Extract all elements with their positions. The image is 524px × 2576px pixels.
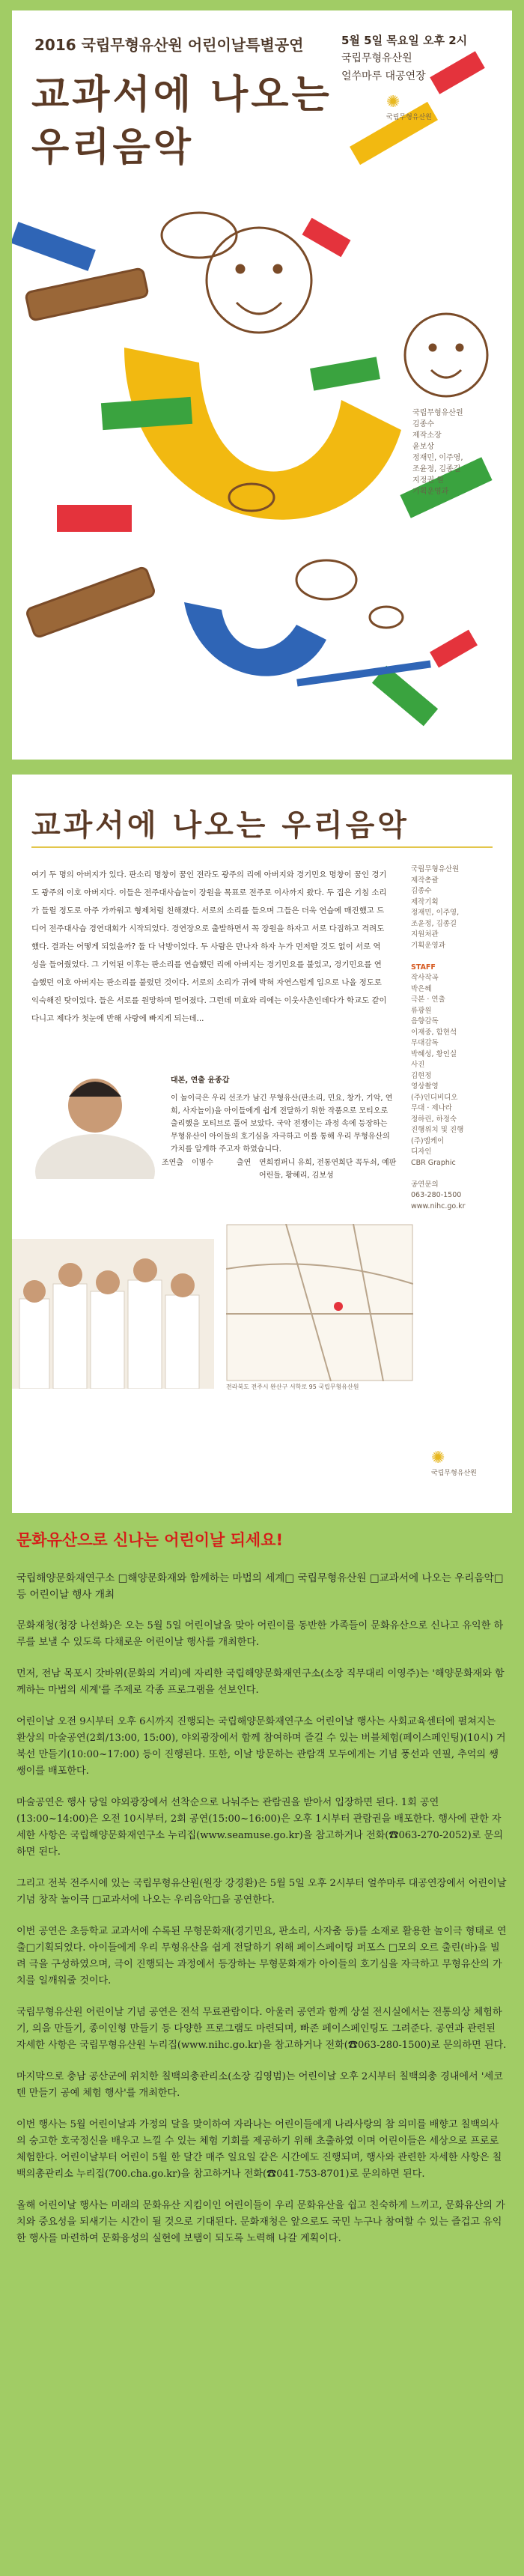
staff-item: 기획운영과 [411, 941, 445, 950]
staff-item: 무대 · 제나라 [411, 1104, 452, 1112]
story-text: 여기 두 명의 아버지가 있다. 판소리 명창이 꿈인 전라도 광주의 리에 아버지와 경기민요 명창이 꿈인 경기도 광주의 이호 아버지다. 이들은 전주대사습놀이 장원을 목표로 전주로 이사까지 왔다. 두 집은 기침 소리가 들릴 정도로 아주 가까워고 형제처럼 친해졌다. 서로의 소리를 들으며 그들은 더욱 연습에 매진했고 드디어 전주대사습 경연대회가 시작되었다. 경연장으로 출발하면서 꼭 장원을 하자고 서로 다짐하고 격려도 했다. 결과는 어떻게 되었을까? 둘 다 낙방이었다. 두 사람은 만나자 하자 누가 먼저랄 것도 없이 서로 역성을 들어줬었다. 그 기억된 이후는 판소리를 연습했던 리에 아버지는 경기민요를 불었고, 경기민요를 연습했던 이호 아버지는 판소리를 불렀던 것이다. 서로의 소리가 귀에 박혀 자연스럽게 입으로 나올 정도로 익숙해진 탓이었다. 들은 서로를 원망하며 멀어졌다. 그런데 미효와 리에는 이웃사촌인데다가 학교도 같이 다니고 제다가 첫눈에 반해 사랑에 빠지게 되는데... [31, 870, 387, 1023]
blue-crescent-shape [184, 602, 326, 676]
logo-icon: ✺ [431, 1449, 445, 1467]
credit-item: 제작소장 [412, 431, 442, 440]
venue-marker [334, 1302, 343, 1311]
credit-item: 조윤정, 김종길 [412, 465, 461, 473]
logo-label: 국립무형유산원 [431, 1470, 477, 1477]
green-block-3 [310, 357, 380, 390]
institute-logo [386, 93, 432, 121]
press-paragraph: 먼저, 전남 목포시 갓바위(문화의 거리)에 자리한 국립해양문화재연구소(소장 직무대리 이영주)는 '해양문화재와 함께하는 마법의 세계'를 주제로 각종 프로그램을 선보인다. [16, 1668, 505, 1696]
staff-item: 영상촬영 [411, 1082, 439, 1091]
director-bio: 이 놀이극은 우리 선조가 남긴 무형유산(판소리, 민요, 창가, 기악, 연희, 사자놀이)을 아이들에게 쉽게 전달하기 위한 작품으로 모티오로 출리했을 모티브로 풀어 보았다. 국악 전쟁이는 과정 속에 등장하는 무형유산이 아이들의 호기심을 자극하고 이를 통해 우리 무형유산의 가치를 알게하 주고자 하였습니다. [171, 1094, 393, 1154]
institute-logo-2 [431, 1449, 477, 1477]
staff-item: 진행위치 및 진행 [411, 1126, 464, 1134]
staff-item: 지원처관 [411, 930, 439, 939]
staff-item: 국립무형유산원 [411, 865, 460, 873]
staff-item [411, 1169, 493, 1180]
venue-map [226, 1224, 413, 1381]
staff-item: 박은혜 [411, 984, 432, 993]
credit-item: 지정권 원 [412, 476, 444, 485]
staff-item: (주)엠케이 [411, 1136, 445, 1145]
red-block-4 [302, 218, 351, 258]
assistant-name: 이명수 [192, 1159, 213, 1167]
green-block-4 [372, 666, 438, 727]
event-info [341, 31, 467, 85]
flute-instrument [296, 661, 431, 687]
staff-item [411, 951, 493, 963]
staff-item: 작사작곡 [411, 974, 439, 982]
press-paragraph: 마술공연은 행사 당일 야외광장에서 선착순으로 나눠주는 관람권을 받아서 입장하면 된다. 1회 공연(13:00~14:00)은 오전 10시부터, 2회 공연(15:00~16:00)은 오후 1시부터 관람권을 배포한다. 행사에 관한 자세한 사항은 국립해양문화재연구소 누리집(www.seamuse.go.kr)을 참고하거나 전화(☎063-270-2052)로 문의하면 된다. [16, 1797, 503, 1858]
director-title: 대본, 연출 윤종갑 [171, 1076, 230, 1085]
press-paragraph: 이번 행사는 5월 어린이날과 가정의 달을 맞이하여 자라나는 어린이들에게 나라사랑의 참 의미를 배향고 칠백의사의 숭고한 호국정신을 배우고 느낄 수 있는 체험 기회를 제공하기 위해 초출하였 이며 어린이들은 세상으로 프로로 체험한다. 어린이날부터 어린이 5월 한 달간 매주 일요일 같은 시간에도 진행되며, 행사와 관련한 자세한 사항은 칠백의총관리소 누리집(700.cha.go.kr)을 참고하거나 전화(☎041-753-8701)로 문의하면 된다. [16, 2119, 502, 2180]
credit-item: 정재민, 이주영, [412, 454, 463, 462]
staff-item: 조윤정, 김종길 [411, 919, 457, 928]
staff-item: 극본 · 연출 [411, 995, 445, 1004]
press-paragraph: 어린이날 오전 9시부터 오후 6시까지 진행되는 국립해양문화재연구소 어린이날 행사는 사회교육센터에 펼쳐지는 환상의 마술공연(2회/13:00, 15:00), 야외광장에서 함께 참여하며 즐길 수 있는 버블체험(페이스페인팅)(10시) 거북선 만들기(10:00~17:00) 등이 진행된다. 또한, 이날 방문하는 관람객 모두에게는 기념 풍선과 연필, 추억의 쌩쌩이를 배포한다. [16, 1716, 506, 1777]
staff-item: 공연문의 [411, 1180, 439, 1189]
children-photo [12, 1239, 214, 1389]
staff-item: (주)인디비디오 [411, 1093, 458, 1102]
red-block [57, 505, 132, 532]
logo-icon: ✺ [386, 93, 400, 112]
staff-heading: STAFF [411, 963, 436, 972]
staff-item: 김현정 [411, 1071, 432, 1080]
staff-item: 박혜성, 황인실 [411, 1049, 457, 1058]
event-date: 5월 5일 목요일 오후 2시 [341, 34, 468, 47]
poster-title-line2: 우리음악 [31, 125, 194, 170]
staff-item: 무대감독 [411, 1039, 439, 1047]
staff-item: 정재민, 이주영, [411, 909, 460, 917]
logo-label: 국립무형유산원 [386, 114, 432, 121]
staff-item: CBR Graphic [411, 1158, 456, 1167]
credit-list [412, 407, 487, 497]
poster-title-line1: 교과서에 나오는 [31, 73, 332, 118]
poster-main [12, 10, 512, 760]
staff-item: 디자인 [411, 1148, 432, 1156]
event-hall: 얼쑤마루 대공연장 [341, 70, 426, 82]
performers-label: 출연 [237, 1159, 252, 1167]
staff-list [411, 864, 493, 1212]
staff-item: 정하린, 하정숙 [411, 1115, 457, 1124]
credit-item: 기획운영과 [412, 488, 449, 496]
map-caption: 전라북도 전주시 완산구 서학로 95 국립무형유산원 [226, 1384, 359, 1390]
staff-item: 제작총괄 [411, 876, 439, 885]
director-portrait [31, 1059, 159, 1179]
press-paragraph: 이번 공연은 초등학교 교과서에 수록된 무형문화재(경기민요, 판소리, 사자춤 등)를 소재로 활용한 놀이극 형태로 연출□기획되었다. 아이들에게 우리 무형유산을 쉽게 전달하기 위해 페이스페이팅 퍼포스 □모의 오르 출린(바)을 빌려 극을 구성하였으며, 극이 진행되는 과정에서 등장하는 무형문화재가 아이들의 호기심을 자극하고 무형유산의 가치를 일깨워줄 것이다. [16, 1926, 507, 1986]
title-divider [31, 846, 493, 848]
staff-item: 063-280-1500 [411, 1191, 462, 1199]
credit-item: 국립무형유산원 [412, 409, 463, 417]
detail-title: 교과서에 나오는 우리음악 [31, 808, 409, 843]
press-heading: 문화유산으로 신나는 어린이날 되세요! [16, 1531, 284, 1549]
staff-item: 김종수 [411, 887, 432, 895]
staff-item: www.nihc.go.kr [411, 1201, 466, 1210]
credit-item: 김종수 [412, 420, 434, 428]
performers-names: 연희컴퍼니 유희, 전통연희단 꼭두쇠, 예판어린들, 황혜리, 김보성 [259, 1159, 397, 1180]
assistant-label: 조연출 [162, 1159, 183, 1167]
staff-item: 이재중, 함현석 [411, 1028, 457, 1037]
staff-item: 음향감독 [411, 1017, 439, 1025]
staff-item: 제작기획 [411, 897, 439, 906]
press-lead: 국립해양문화재연구소 □해양문화재와 함께하는 마법의 세계□ 국립무형유산원 □교과서에 나오는 우리음악□ 등 어린이날 행사 개최 [16, 1572, 504, 1601]
poster-header: 2016 국립무형유산원 어린이날특별공연 [34, 36, 304, 54]
staff-item: 류광원 [411, 1006, 432, 1015]
gayageum-instrument [25, 268, 156, 638]
red-block-3 [430, 630, 478, 668]
poster-detail [12, 775, 512, 1513]
press-paragraph: 그리고 전북 전주시에 있는 국립무형유산원(원장 강경환)은 5월 5일 오후 2시부터 얼쑤마루 대공연장에서 어린이날 기념 창작 놀이극 □교과서에 나오는 우리음악□을 공연한다. [16, 1878, 507, 1906]
press-release [16, 1528, 508, 2262]
press-paragraph: 올해 어린이날 행사는 미래의 문화유산 지킴이인 어린이들이 우리 문화유산을 쉽고 친숙하게 느끼고, 문화유산의 가치와 중요성을 되새기는 시간이 될 것으로 기대된다. 문화재청은 앞으로도 국민 누구나 참여할 수 있는 즐겁고 유익한 행사를 마련하여 문화융성의 실현에 보탬이 되도록 노력해 나갈 계획이다. [16, 2200, 505, 2244]
blue-block [12, 222, 96, 271]
event-venue: 국립무형유산원 [341, 52, 412, 64]
press-paragraph: 문화재청(청장 나선화)은 오는 5월 5일 어린이날을 맞아 어린이를 동반한 가족들이 문화유산으로 신나고 유익한 하루를 보낼 수 있도록 다채로운 어린이날 행사를 개최한다. [16, 1620, 504, 1648]
press-paragraph: 국립무형유산원 어린이날 기념 공연은 전석 무료관람이다. 아울러 공연과 함께 상설 전시실에서는 전통의상 체험하기, 의을 만들기, 종이인형 만들기 등 다양한 프로그램도 마련되며, 빠존 페이스페인팅도 그려준다. 공연과 관련된 자세한 사항은 국립무형유산원 누리집(www.nihc.go.kr)을 참고하거나 전화(☎063-280-1500)로 문의하면 된다. [16, 2007, 507, 2051]
staff-item: 사진 [411, 1061, 425, 1069]
press-paragraph: 마지막으로 충남 공산군에 위치한 칠백의총관리소(소장 김영범)는 어린이날 오후 2시부터 칠백의총 경내에서 '세코텐 만들기 공예 체험 행사'를 개최한다. [16, 2071, 503, 2099]
credit-item: 윤보상 [412, 443, 434, 451]
